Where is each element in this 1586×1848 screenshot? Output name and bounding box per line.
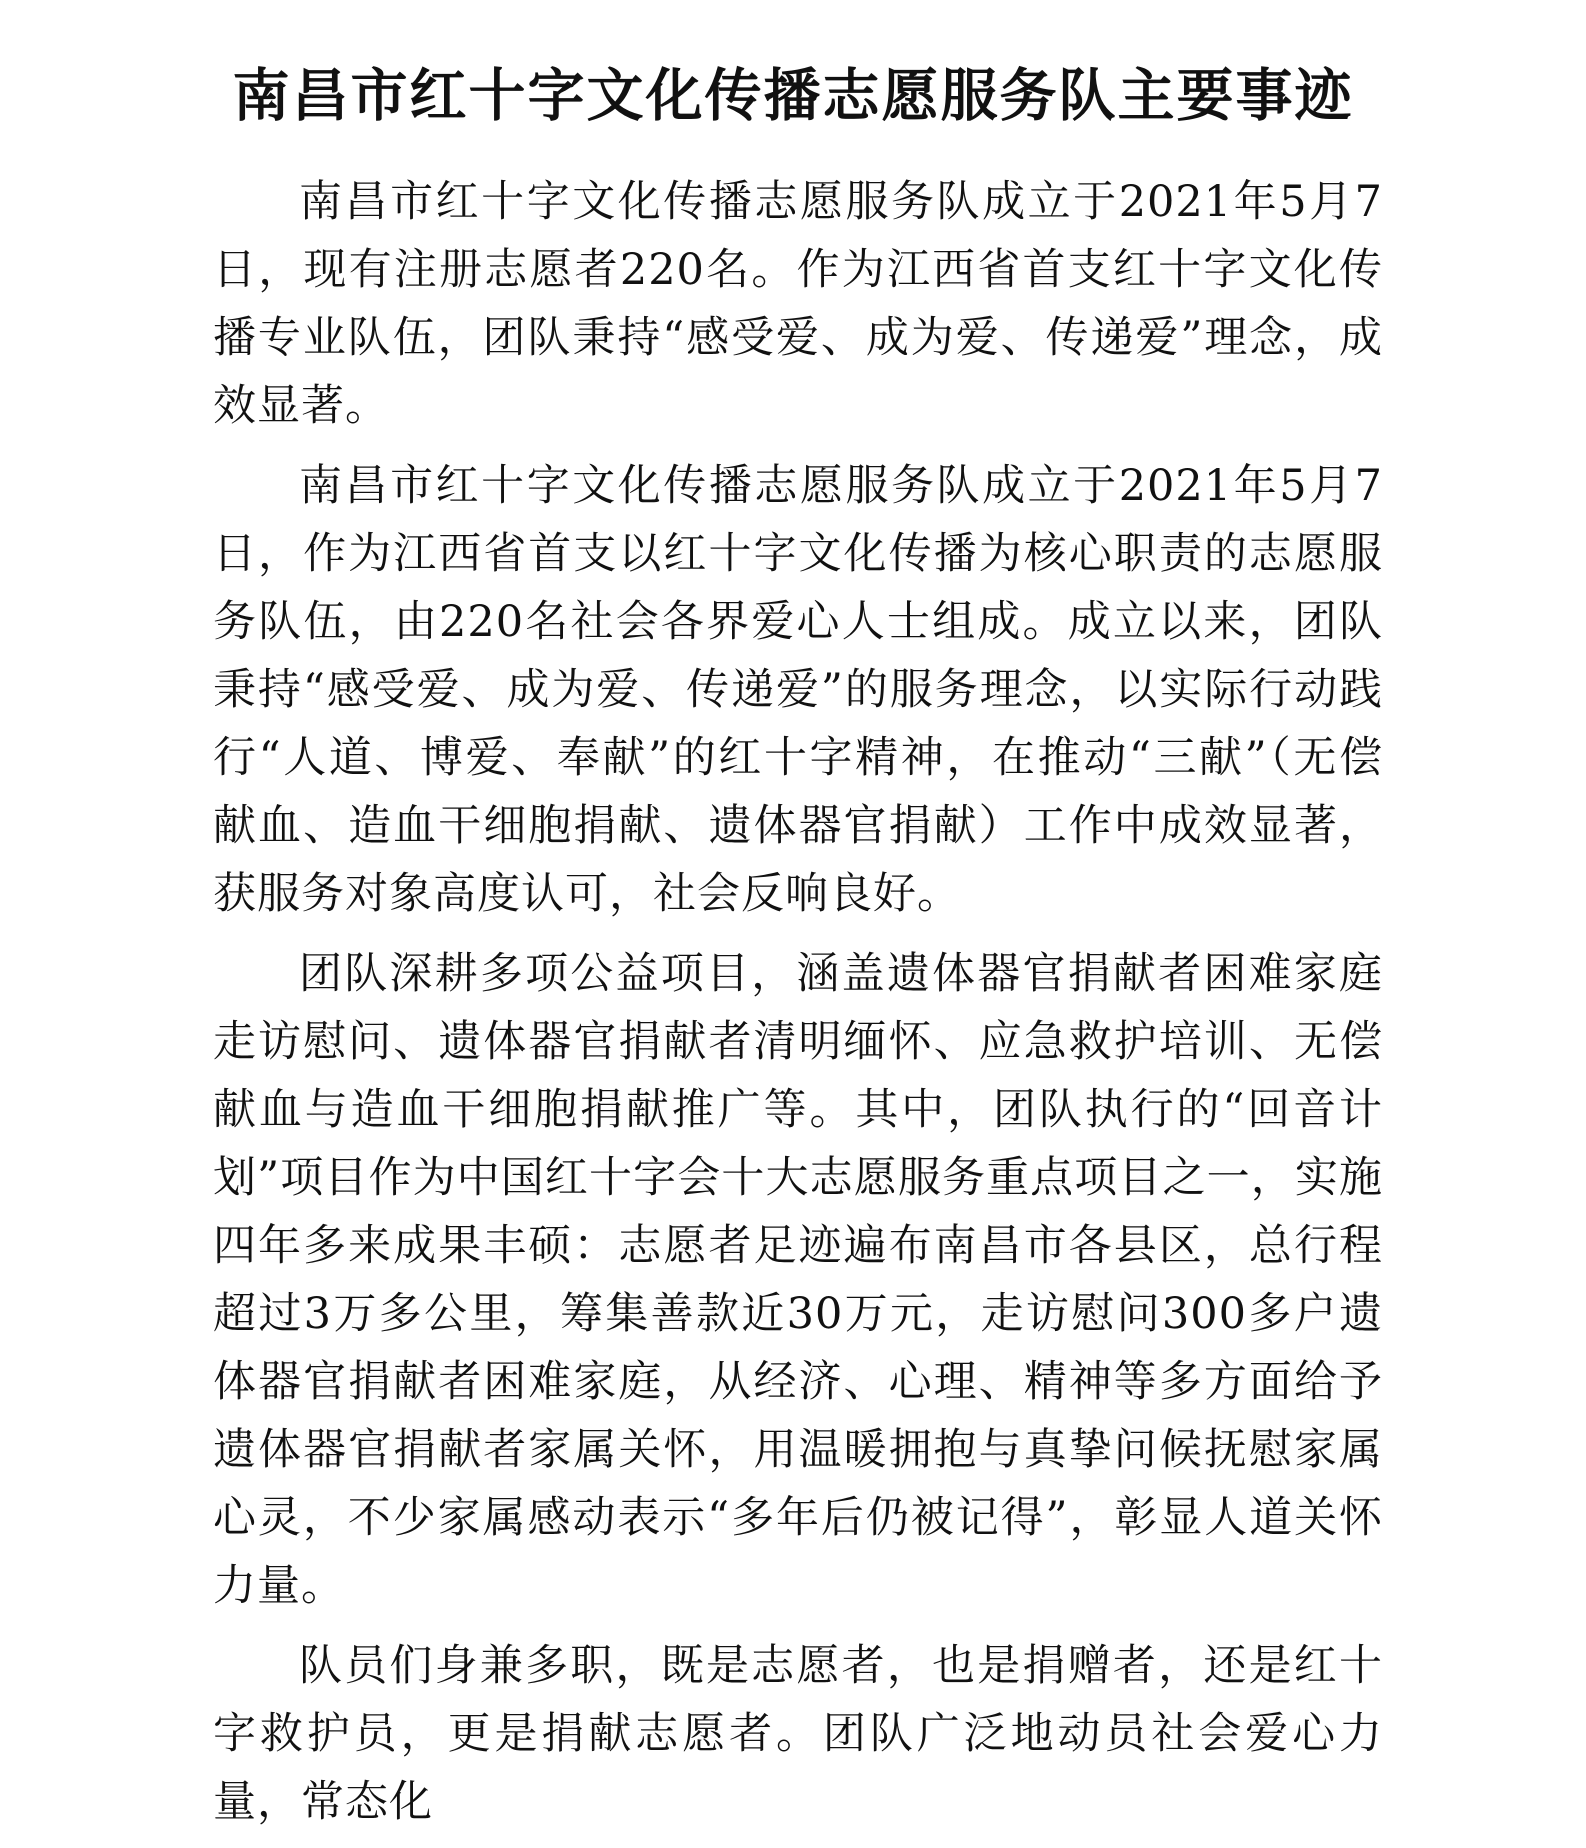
- paragraph-projects: 团队深耕多项公益项目，涵盖遗体器官捐献者困难家庭走访慰问、遗体器官捐献者清明缅怀、应急救护培训、无偿献血与造血干细胞捐献推广等。其中，团队执行的“回音计划”项目作为中国红十字会十大志愿服务重点项目之一，实施四年多来成果丰硕：志愿者足迹遍布南昌市各县区，总行程超过3万多公里，筹集善款近30万元，走访慰问300多户遗体器官捐献者困难家庭，从经济、心理、精神等多方面给予遗体器官捐献者家属关怀，用温暖拥抱与真挚问候抚慰家属心灵，不少家属感动表示“多年后仍被记得”，彰显人道关怀力量。: [213, 949, 1383, 1611]
- paragraph-team-overview: 南昌市红十字文化传播志愿服务队成立于2021年5月7日，作为江西省首支以红十字文化传播为核心职责的志愿服务队伍，由220名社会各界爱心人士组成。成立以来，团队秉持“感受爱、成为爱、传递爱”的服务理念，以实际行动践行“人道、博爱、奉献”的红十字精神，在推动“三献”（无偿献血、造血干细胞捐献、遗体器官捐献）工作中成效显著，获服务对象高度认可，社会反响良好。: [213, 461, 1383, 919]
- document-title: 南昌市红十字文化传播志愿服务队主要事迹: [232, 62, 1354, 129]
- paragraph-volunteer-roles: 队员们身兼多职，既是志愿者，也是捐赠者，还是红十字救护员，更是捐献志愿者。团队广泛地动员社会爱心力量，常态化: [213, 1641, 1383, 1827]
- paragraph-founding-summary: 南昌市红十字文化传播志愿服务队成立于2021年5月7日，现有注册志愿者220名。作为江西省首支红十字文化传播专业队伍，团队秉持“感受爱、成为爱、传递爱”理念，成效显著。: [213, 177, 1383, 431]
- document-body: [213, 168, 1383, 1848]
